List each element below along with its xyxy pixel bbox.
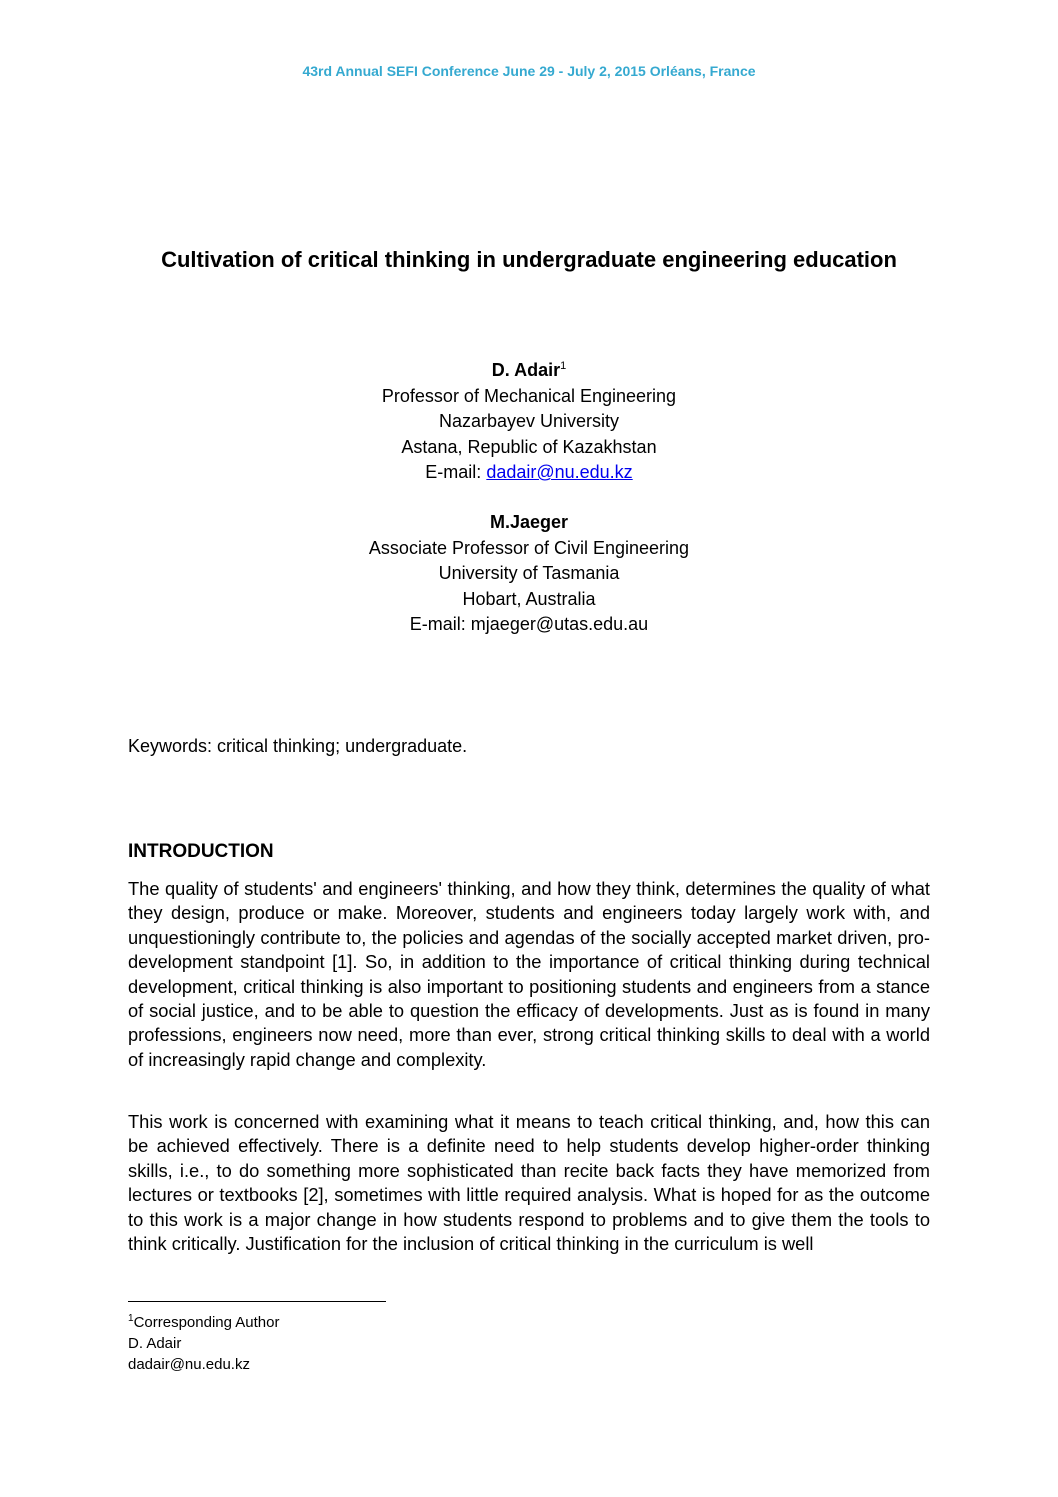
author-block-adair	[0, 358, 1058, 486]
author-institution: University of Tasmania	[438, 563, 620, 583]
paper-title: Cultivation of critical thinking in undergraduate engineering education	[161, 247, 897, 272]
body-paragraph: This work is concerned with examining what it means to teach critical thinking, and, how this can be achieved effectively. There is a definite need to help students develop higher-order thinking skills, i.e., to do something more sophisticated than recite back facts they have memorized from lectures or textbooks [2], sometimes with little required analysis. What is hoped for as the outcome to this work is a major change in how students respond to problems and to give them the tools to think critically. Justification for the inclusion of critical thinking in the curriculum is well	[128, 1111, 930, 1255]
author-block-jaeger	[0, 510, 1058, 638]
author-institution: Nazarbayev University	[438, 411, 620, 431]
footnote-divider	[128, 1301, 386, 1302]
author-email-line: E-mail: mjaeger@utas.edu.au	[409, 614, 649, 634]
author-email-line: E-mail: dadair@nu.edu.kz	[425, 462, 633, 482]
author-location: Hobart, Australia	[462, 588, 596, 609]
author-location: Astana, Republic of Kazakhstan	[401, 436, 657, 457]
footnote-label: $^1$Corresponding Author	[128, 1313, 280, 1331]
author-position: Associate Professor of Civil Engineering	[368, 537, 690, 558]
footnote-email: dadair@nu.edu.kz	[128, 1356, 250, 1373]
keywords: Keywords: critical thinking; undergraduate.	[128, 736, 468, 756]
author-email-link[interactable]: dadair@nu.edu.kz	[486, 462, 633, 482]
footnote	[128, 1312, 280, 1375]
footnote-name: D. Adair	[128, 1335, 182, 1352]
conference-header: 43rd Annual SEFI Conference June 29 - July 2, 2015 Orléans, France	[302, 63, 756, 79]
author-position: Professor of Mechanical Engineering	[381, 385, 677, 406]
section-heading-introduction: INTRODUCTION	[128, 841, 274, 862]
author-name: M.Jaeger	[489, 512, 569, 532]
footnote-mark: 1	[560, 360, 567, 372]
body-paragraph: The quality of students' and engineers' thinking, and how they think, determines the quality of what they design, produce or make. Moreover, students and engineers today largely work with, and unquestioningly contribute to, the policies and agendas of the socially accepted market driven, pro-development standpoint [1]. So, in addition to the importance of critical thinking during technical development, critical thinking is also important to positioning students and engineers from a stance of social justice, and to be able to question the efficacy of developments. Just as is found in many professions, engineers now need, more than ever, strong critical thinking skills to deal with a world of increasingly rapid change and complexity.	[128, 878, 930, 1070]
author-name: D. Adair$^1$	[491, 360, 567, 380]
